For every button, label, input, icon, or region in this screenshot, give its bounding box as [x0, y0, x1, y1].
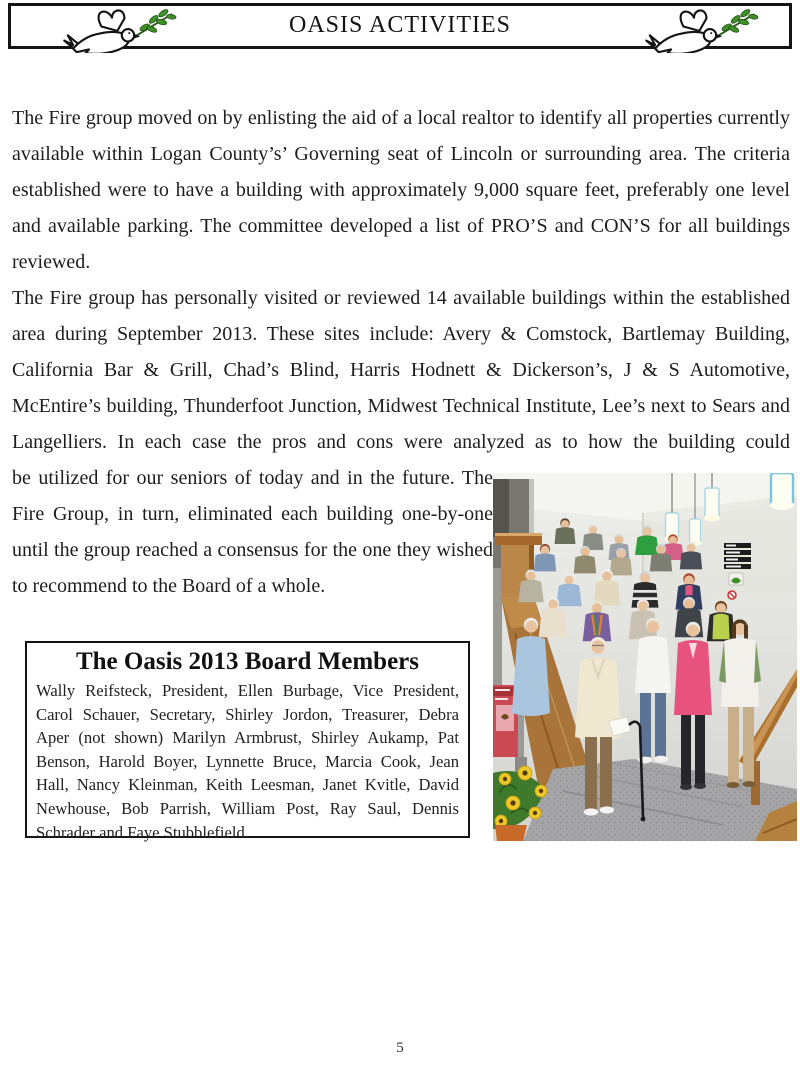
board-members-box	[25, 641, 470, 842]
header-banner	[8, 3, 792, 49]
board-members-list: Wally Reifsteck, President, Ellen Burbage, Vice President, Carol Schauer, Secretary, Shirley Jordon, Treasurer, Debra Aper (not shown) Marilyn Armbrust, Shirley Aukamp, Pat Benson, Harold Boyer, Lynnette Bruce, Marcia Cook, Jean Hall, Nancy Kleinman, Keith Leesman, Janet Kvitle, David Newhouse, Bob Parrish, William Post, Ray Saul, Dennis Schrader and Faye Stubblefield.	[36, 681, 459, 842]
board-members-title: The Oasis 2013 Board Members	[75, 648, 420, 675]
paragraph-wrapped-beside-photo: be utilized for our seniors of today and in the future. The Fire Group, in turn, eliminated each building one-by-one until the group reached a consensus for the one they wished to recommend to the Board of a whole.	[12, 467, 493, 597]
group-photo	[493, 473, 797, 841]
group-photo-illustration	[493, 473, 797, 841]
dove-olive-branch-icon	[643, 7, 761, 53]
paragraph-buildings-visited: The Fire group has personally visited or reviewed 14 available buildings within the established area during September 2013. These sites include: Avery & Comstock, Bartlemay Building, California Bar & Grill, Chad’s Blind, Harris Hodnett & Dickerson’s, J & S Automotive, McEntire’s building, Thunderfoot Junction, Midwest Technical Institute, Lee’s next to Sears and Langelliers. In each case the pros and cons were analyzed as to how the building could	[12, 287, 790, 453]
page-title: OASIS ACTIVITIES	[288, 12, 511, 38]
page-number: 5	[396, 1040, 404, 1056]
paragraph-fire-group-realtor: The Fire group moved on by enlisting the aid of a local realtor to identify all properties currently available within Logan County’s’ Governing seat of Lincoln or surrounding area. The criteria established were to have a building with approximately 9,000 square feet, preferably one level and available parking. The committee developed a list of PRO’S and CON’S for all buildings reviewed.	[12, 107, 790, 273]
